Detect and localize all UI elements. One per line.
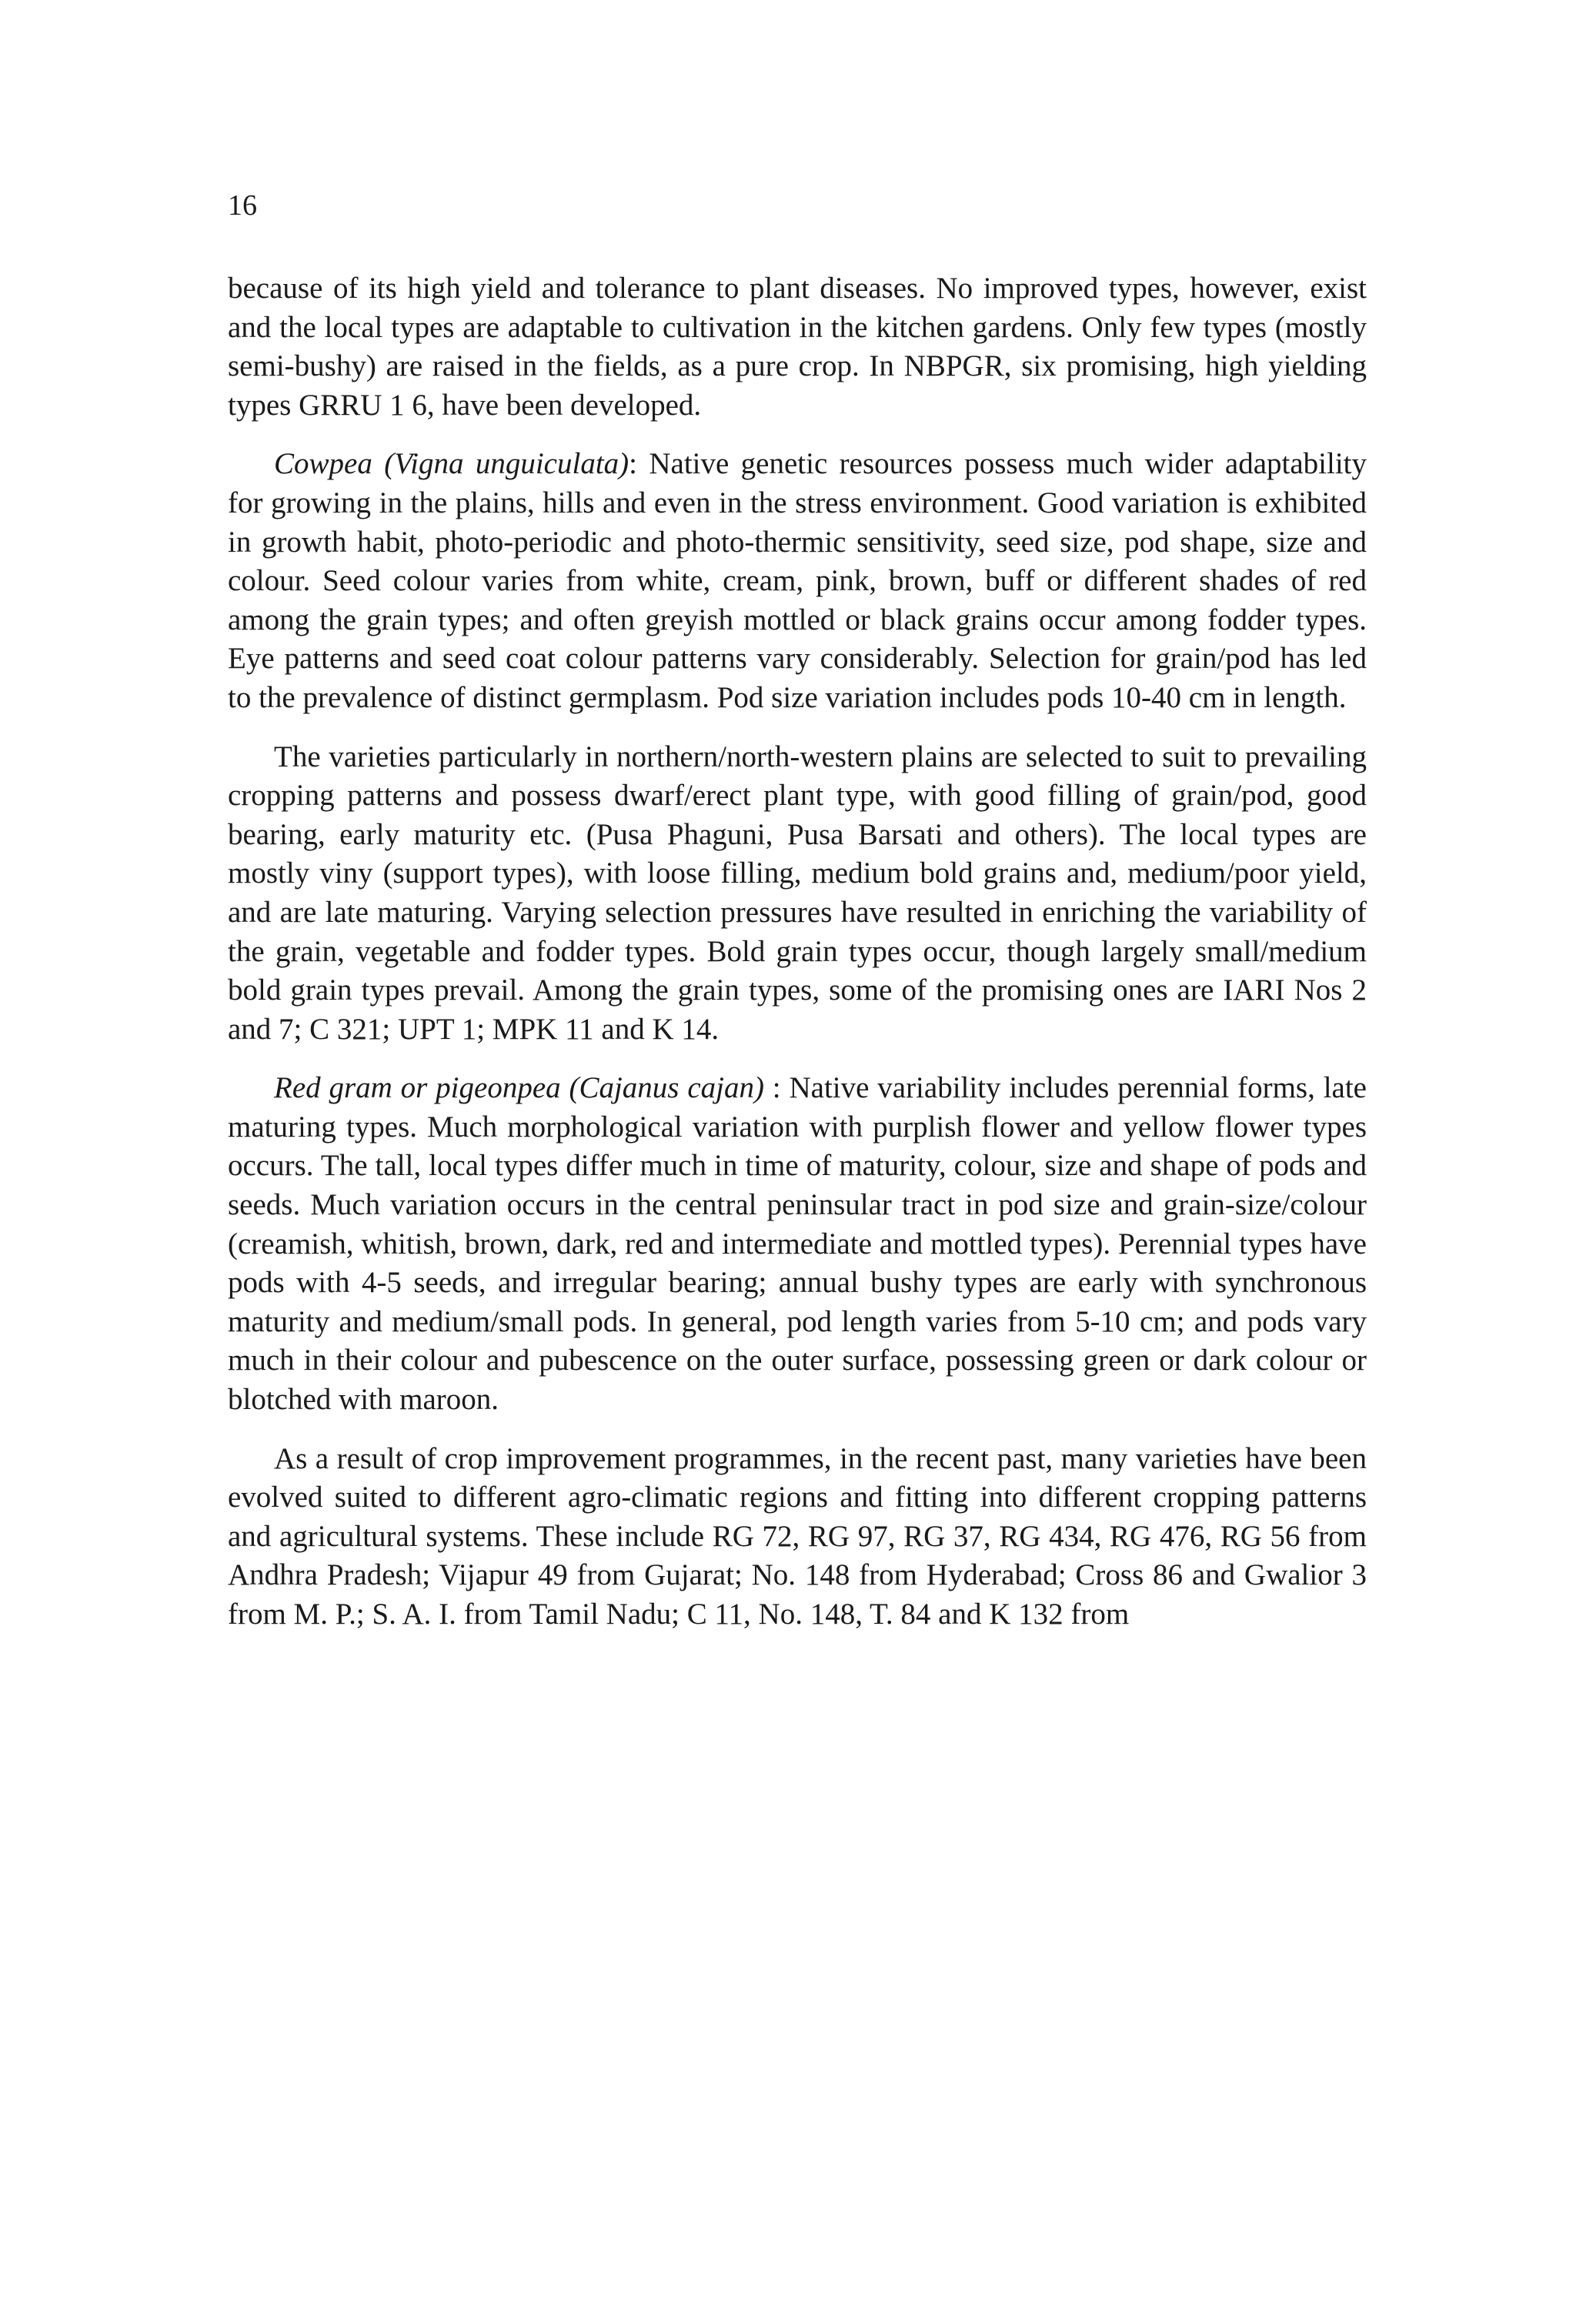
paragraph-text: : Native variability includes perennial forms, late maturing types. Much morphological variation with purplish flower and yellow flower types occurs. The tall, local types differ much in time of maturity, colour, size and shape of pods and seeds. Much variation occurs in the central peninsular tract in pod size and grain-size/colour (creamish, whitish, brown, dark, red and intermediate and mottled types). Perennial types have pods with 4-5 seeds, and irregular bearing; annual bushy types are early with synchronous maturity and medium/small pods. In general, pod length varies from 5-10 cm; and pods vary much in their colour and pubescence on the outer surface, possessing green or dark colour or blotched with maroon. [228,1071,1367,1417]
paragraph-dolichos-summary [228,269,1367,425]
paragraph-text: : Native genetic resources possess much wider adaptability for growing in the plains, hills and even in the stress environment. Good variation is exhibited in growth habit, photo-periodic and photo-thermic sensitivity, seed size, pod shape, size and colour. Seed colour varies from white, cream, pink, brown, buff or different shades of red among the grain types; and often greyish mottled or black grains occur among fodder types. Eye patterns and seed coat colour patterns vary considerably. Selection for grain/pod has led to the prevalence of distinct germplasm. Pod size variation includes pods 10-40 cm in length. [228,447,1367,714]
paragraph-pigeonpea-varieties [228,1440,1367,1634]
paragraph-lead: Red gram or pigeonpea (Cajanus cajan) [274,1071,764,1105]
paragraph-cowpea-varieties [228,738,1367,1050]
paragraph-text: because of its high yield and tolerance to plant diseases. No improved types, however, exist and the local types are adaptable to cultivation in the kitchen gardens. Only few types (mostly semi-bushy) are raised in the fields, as a pure crop. In NBPGR, six promising, high yielding types GRRU 1 6, have been developed. [228,272,1367,422]
paragraph-lead: Cowpea (Vigna unguiculata) [274,447,629,481]
page-number: 16 [228,189,257,222]
paragraph-pigeonpea [228,1069,1367,1419]
paragraph-cowpea [228,445,1367,717]
document-page [228,191,1367,1655]
paragraph-text: The varieties particularly in northern/north-western plains are selected to suit to prevailing cropping patterns and possess dwarf/erect plant type, with good filling of grain/pod, good bearing, early maturity etc. (Pusa Phaguni, Pusa Barsati and others). The local types are mostly viny (support types), with loose filling, medium bold grains and, medium/poor yield, and are late maturing. Varying selection pressures have resulted in enriching the variability of the grain, vegetable and fodder types. Bold grain types occur, though largely small/medium bold grain types prevail. Among the grain types, some of the promising ones are IARI Nos 2 and 7; C 321; UPT 1; MPK 11 and K 14. [228,740,1367,1046]
paragraph-text: As a result of crop improvement programmes, in the recent past, many varieties have been evolved suited to different agro-climatic regions and fitting into different cropping patterns and agricultural systems. These include RG 72, RG 97, RG 37, RG 434, RG 476, RG 56 from Andhra Pradesh; Vijapur 49 from Gujarat; No. 148 from Hyderabad; Cross 86 and Gwalior 3 from M. P.; S. A. I. from Tamil Nadu; C 11, No. 148, T. 84 and K 132 from [228,1441,1367,1631]
